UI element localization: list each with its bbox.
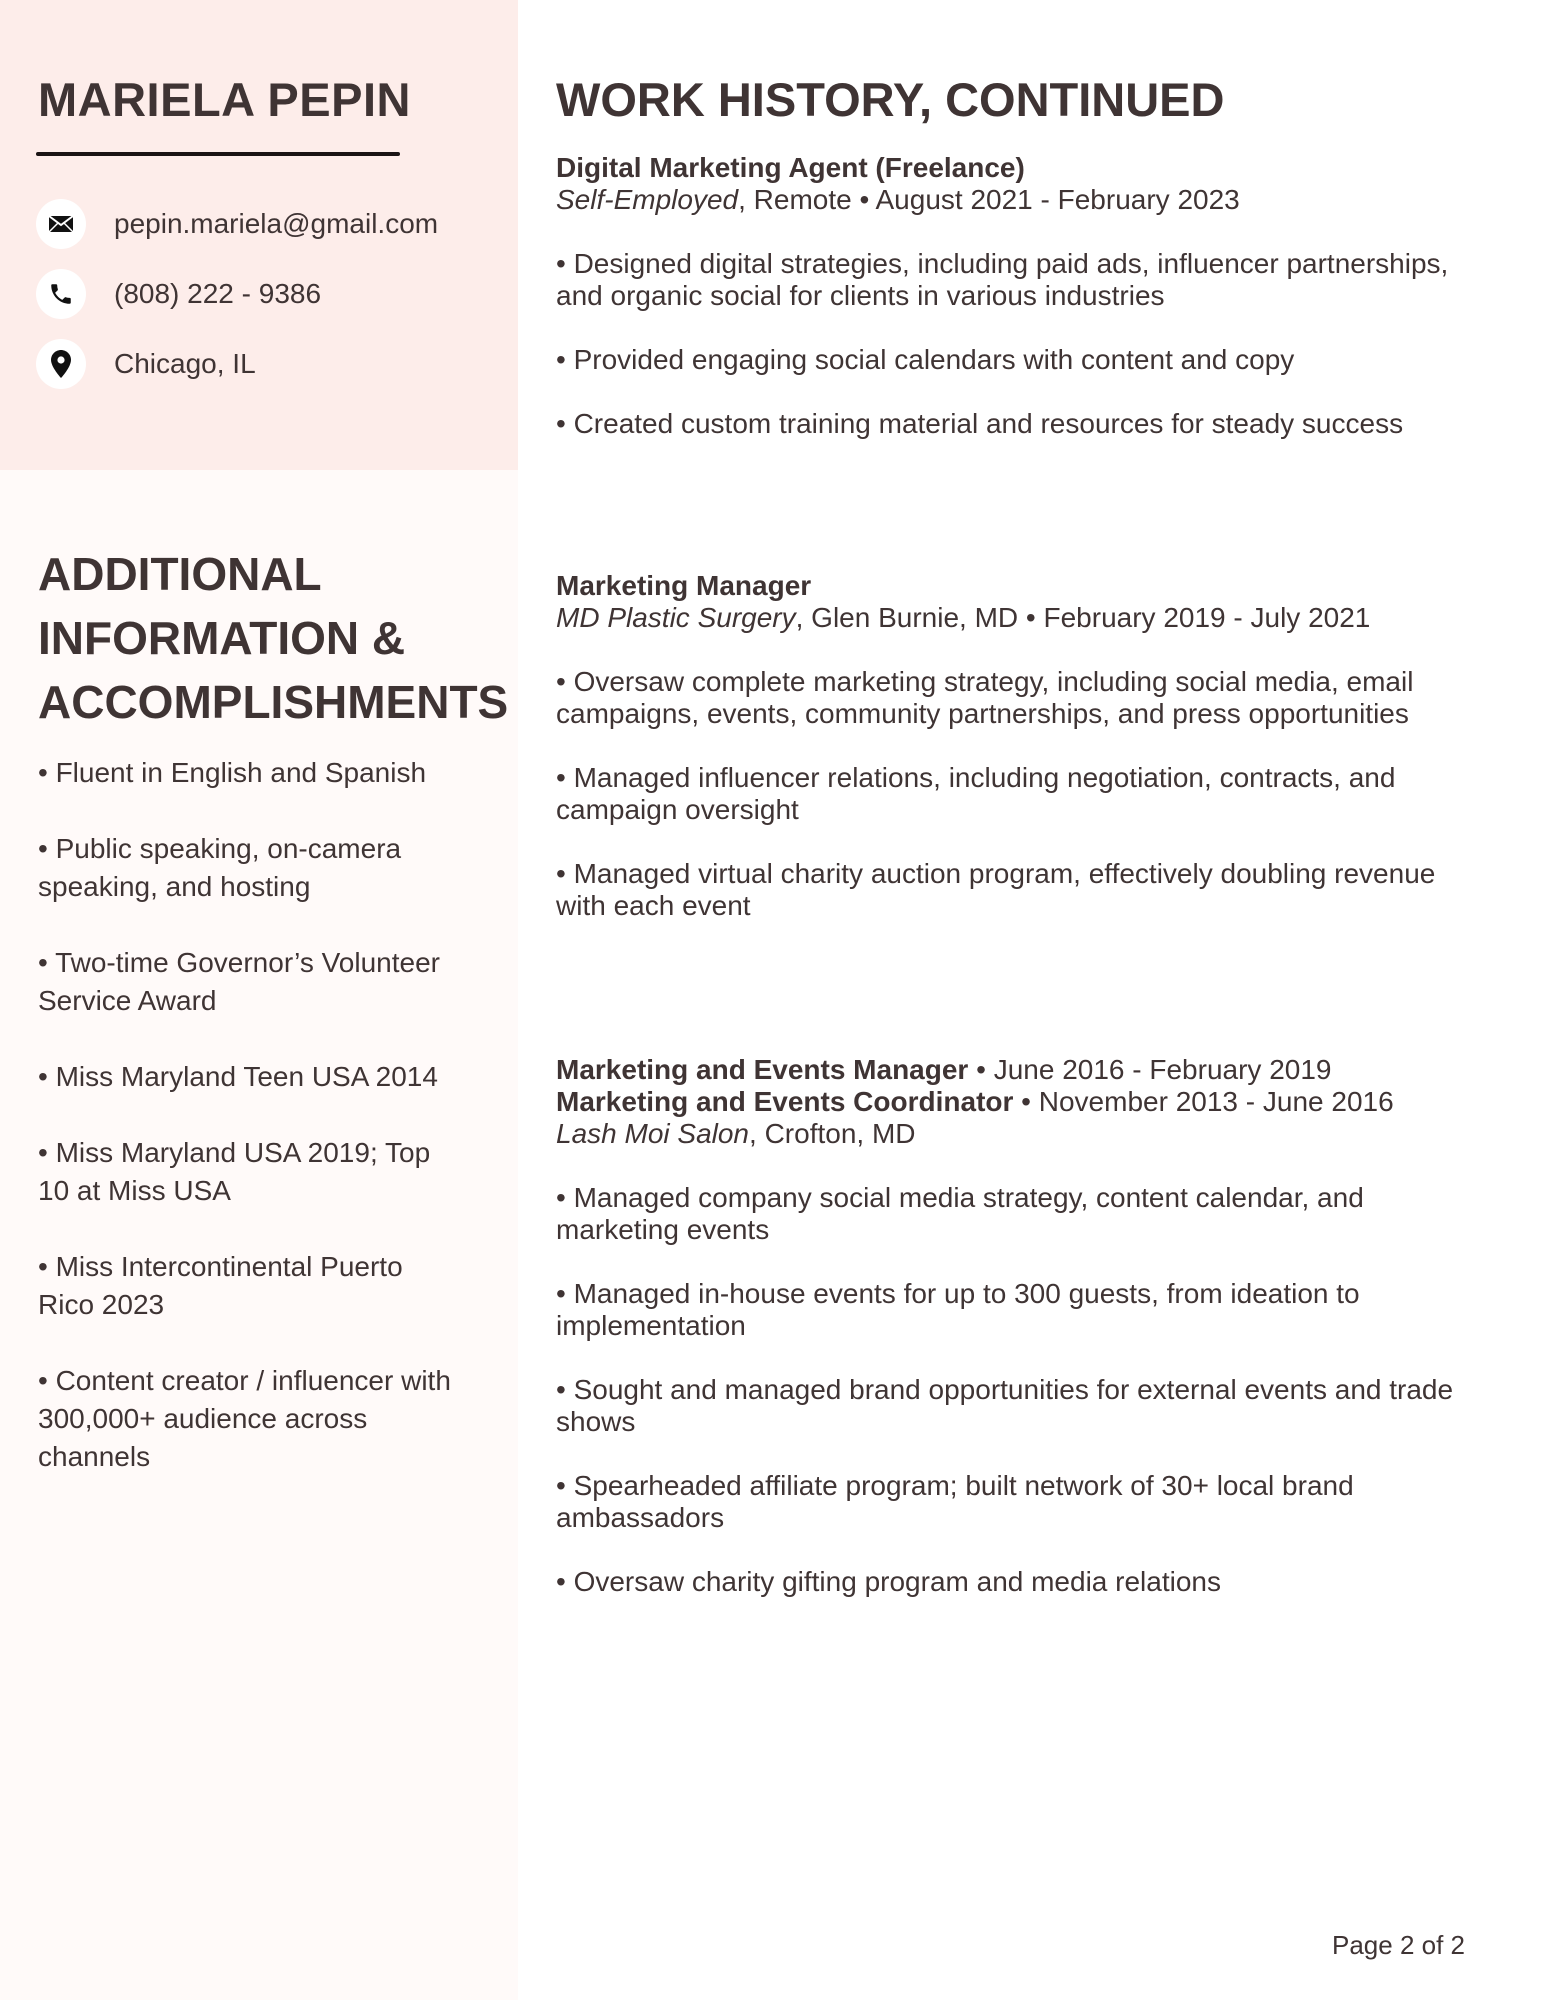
company-name: Self-Employed <box>556 184 739 215</box>
accomplishment-item: • Miss Intercontinental Puerto Rico 2023 <box>38 1251 403 1320</box>
company-name: MD Plastic Surgery <box>556 602 796 633</box>
accomplishment-item: • Content creator / influencer with 300,000+ audience across channels <box>38 1365 451 1472</box>
job-title-row <box>556 1086 1486 1118</box>
job-bullet: • Provided engaging social calendars with content and copy <box>556 344 1295 375</box>
accomplishment-item: • Fluent in English and Spanish <box>38 757 427 788</box>
envelope-icon <box>36 199 86 249</box>
accomplishments-list <box>38 754 458 1514</box>
accomplishment-item: • Miss Maryland Teen USA 2014 <box>38 1061 438 1092</box>
job-details: , Remote • August 2021 - February 2023 <box>738 184 1240 215</box>
job-bullets <box>556 1182 1486 1598</box>
additional-info-heading <box>38 542 508 734</box>
job-bullets <box>556 666 1486 922</box>
heading-line: INFORMATION & <box>38 612 406 664</box>
job-details: , Glen Burnie, MD • February 2019 - July 2021 <box>795 602 1371 633</box>
job-bullet: • Spearheaded affiliate program; built network of 30+ local brand ambassadors <box>556 1470 1354 1533</box>
page-number: Page 2 of 2 <box>1332 1930 1465 1960</box>
job-bullet: • Managed in-house events for up to 300 guests, from ideation to implementation <box>556 1278 1360 1341</box>
contact-email <box>36 199 438 249</box>
contact-phone <box>36 269 321 319</box>
job-entry <box>556 570 1486 922</box>
heading-line: ADDITIONAL <box>38 548 322 600</box>
job-title: Marketing Manager <box>556 570 812 601</box>
accomplishment-item: • Public speaking, on-camera speaking, and hosting <box>38 833 402 902</box>
job-bullets <box>556 248 1486 440</box>
job-bullet: • Oversaw charity gifting program and media relations <box>556 1566 1221 1597</box>
name-divider <box>36 152 400 156</box>
email-text: pepin.mariela@gmail.com <box>114 208 439 239</box>
heading-line: ACCOMPLISHMENTS <box>38 676 509 728</box>
job-title: Marketing and Events Coordinator <box>556 1086 1014 1117</box>
contact-location <box>36 339 256 389</box>
job-title: Marketing and Events Manager <box>556 1054 969 1085</box>
job-details: , Crofton, MD <box>749 1118 916 1149</box>
job-bullet: • Managed company social media strategy, content calendar, and marketing events <box>556 1182 1364 1245</box>
accomplishment-item: • Two-time Governor’s Volunteer Service Award <box>38 947 440 1016</box>
job-meta <box>556 602 1486 634</box>
job-dates: • November 2013 - June 2016 <box>1013 1086 1394 1117</box>
company-name: Lash Moi Salon <box>556 1118 750 1149</box>
location-pin-icon <box>36 339 86 389</box>
job-entry <box>556 152 1486 440</box>
work-history-heading: WORK HISTORY, CONTINUED <box>556 73 1225 126</box>
job-bullet: • Oversaw complete marketing strategy, including social media, email campaigns, events, community partnerships, and press opportunities <box>556 666 1414 729</box>
job-bullet: • Managed influencer relations, including negotiation, contracts, and campaign oversight <box>556 762 1396 825</box>
candidate-name: MARIELA PEPIN <box>38 73 411 126</box>
job-meta <box>556 184 1486 216</box>
job-title-row <box>556 1054 1486 1086</box>
job-dates: • June 2016 - February 2019 <box>968 1054 1332 1085</box>
job-title: Digital Marketing Agent (Freelance) <box>556 152 1025 183</box>
job-entry <box>556 1054 1486 1598</box>
location-text: Chicago, IL <box>114 348 256 379</box>
job-meta <box>556 1118 1486 1150</box>
phone-text: (808) 222 - 9386 <box>114 278 322 309</box>
job-bullet: • Created custom training material and resources for steady success <box>556 408 1404 439</box>
phone-icon <box>36 269 86 319</box>
job-bullet: • Managed virtual charity auction program, effectively doubling revenue with each event <box>556 858 1436 921</box>
accomplishment-item: • Miss Maryland USA 2019; Top 10 at Miss USA <box>38 1137 431 1206</box>
job-bullet: • Designed digital strategies, including paid ads, influencer partnerships, and organic social for clients in various industries <box>556 248 1449 311</box>
job-bullet: • Sought and managed brand opportunities for external events and trade shows <box>556 1374 1454 1437</box>
